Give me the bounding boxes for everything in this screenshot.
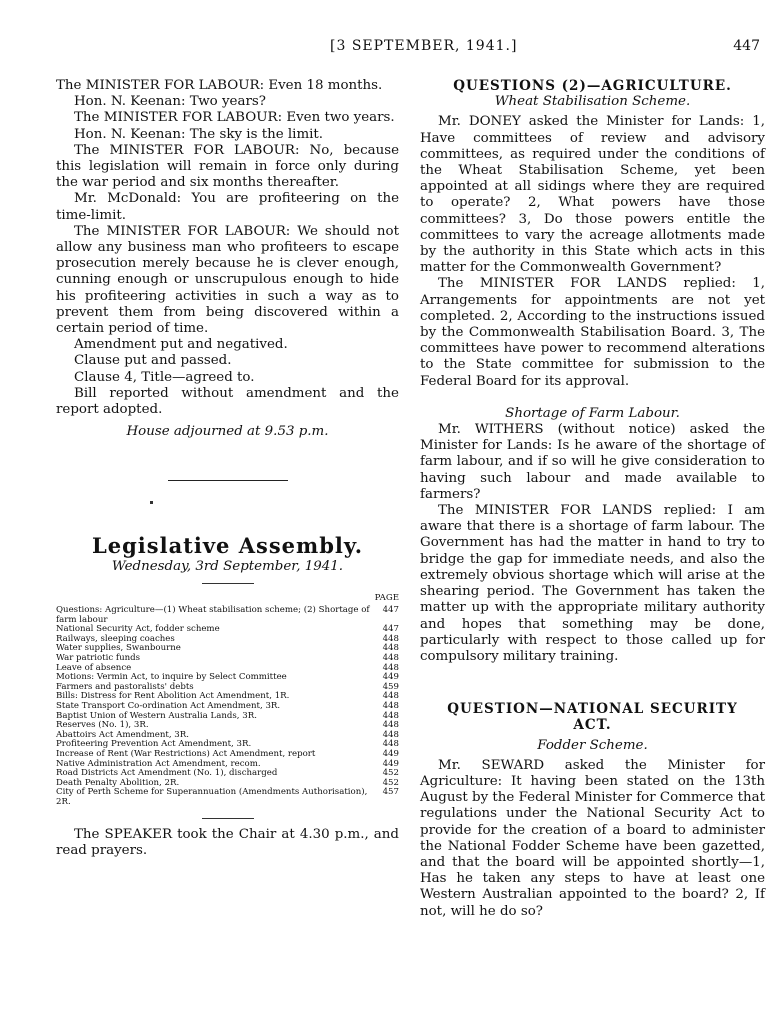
speaker-paragraph: The SPEAKER took the Chair at 4.30 p.m., and read prayers. bbox=[56, 826, 399, 858]
contents-row bbox=[56, 788, 399, 807]
right-column bbox=[420, 78, 765, 920]
contents-page-label: PAGE bbox=[374, 592, 399, 603]
paragraph: The MINISTER FOR LANDS replied: I am aware that there is a shortage of farm labour. The Government has had the matter in hand to try to bridge the gap for immediate needs, and also the extremely obvious shortage which will arise at the shearing period. The Government has taken the matter up with the appropriate military authority and hopes that something may be done, particularly with respect to those called up for compulsory military training. bbox=[420, 503, 765, 664]
contents-page: 448 bbox=[382, 633, 399, 644]
subheading: Shortage of Farm Labour. bbox=[505, 405, 680, 421]
page-number: 447 bbox=[733, 38, 760, 54]
contents-page: 449 bbox=[382, 758, 399, 769]
subheading: Wheat Stabilisation Scheme. bbox=[494, 94, 691, 110]
contents-entry: Death Penalty Abolition, 2R. bbox=[56, 777, 180, 788]
contents-entry: Bills: Distress for Rent Abolition Act Amendment, 1R. bbox=[56, 691, 290, 702]
left-column bbox=[56, 78, 399, 859]
short-rule bbox=[202, 583, 254, 584]
assembly-title: Legislative Assembly. bbox=[91, 533, 364, 559]
contents-row bbox=[56, 606, 399, 625]
contents-table bbox=[56, 606, 399, 807]
contents-entry: City of Perth Scheme for Superannuation (Amendments Authorisation), 2R. bbox=[56, 787, 368, 807]
contents-entry: Farmers and pastoralists' debts bbox=[56, 681, 194, 692]
paragraph: Mr. DONEY asked the Minister for Lands: 1, Have committees of review and advisory committees, as required under the conditions of the Wheat Stabilisation Scheme, yet been appointed at all sidings where they are required to operate? 2, What powers have those committees? 3, Do those powers entitle the committees to vary the acreage allotments made by the authority in this State which acts in this matter for the Commonwealth Government? bbox=[420, 114, 765, 276]
contents-page: 447 bbox=[382, 605, 399, 616]
contents-entry: State Transport Co-ordination Act Amendment, 3R. bbox=[56, 701, 281, 712]
paragraph: Bill reported without amendment and the report adopted. bbox=[56, 385, 399, 418]
contents-entry: Water supplies, Swanbourne bbox=[56, 643, 181, 654]
subheading: Fodder Scheme. bbox=[537, 737, 648, 753]
paragraph: The MINISTER FOR LANDS replied: 1, Arrangements for appointments are not yet completed. 2, According to the instructions issued by the Commonwealth Stabilisation Board. 3, The committees have power to recommend alterations to the State committee for submission to the Federal Board for its approval. bbox=[420, 276, 765, 389]
assembly-date: Wednesday, 3rd September, 1941. bbox=[111, 558, 344, 574]
contents-page: 448 bbox=[382, 701, 399, 712]
contents-page: 448 bbox=[382, 662, 399, 673]
short-rule bbox=[202, 818, 254, 819]
contents-page: 452 bbox=[382, 768, 399, 779]
contents-entry: Leave of absence bbox=[56, 662, 132, 673]
contents-page: 448 bbox=[382, 691, 399, 702]
contents-page: 448 bbox=[382, 729, 399, 740]
contents-page: 449 bbox=[382, 672, 399, 683]
contents-page: 448 bbox=[382, 643, 399, 654]
header-date: [3 SEPTEMBER, 1941.] bbox=[330, 38, 518, 54]
contents-entry: Profiteering Prevention Act Amendment, 3R. bbox=[56, 739, 252, 750]
contents-entry: Motions: Vermin Act, to inquire by Select Committee bbox=[56, 672, 287, 683]
paragraph: The MINISTER FOR LABOUR: We should not allow any business man who profiteers to escape prosecution merely because he is clever enough, cunning enough or unscrupulous enough to hide his profiteering activities in such a way as to prevent them from being discovered within a certain period of time. bbox=[56, 223, 399, 337]
contents-entry: War patriotic funds bbox=[56, 653, 141, 664]
paragraph: Mr. WITHERS (without notice) asked the Minister for Lands: Is he aware of the shortage of farm labour, and if so will he give consideration to having such labour and made available to farmers? bbox=[420, 422, 765, 502]
contents-entry: Baptist Union of Western Australia Lands, 3R. bbox=[56, 710, 257, 721]
contents-page: 457 bbox=[382, 787, 399, 798]
paragraph: Clause put and passed. bbox=[74, 353, 232, 369]
paragraph: Amendment put and negatived. bbox=[74, 337, 288, 353]
contents-entry: Road Districts Act Amendment (No. 1), discharged bbox=[56, 768, 278, 779]
paragraph: The MINISTER FOR LABOUR: No, because this legislation will remain in force only during the war period and six months thereafter. bbox=[56, 142, 399, 191]
contents-entry: National Security Act, fodder scheme bbox=[56, 624, 220, 635]
contents-entry: Reserves (No. 1), 3R. bbox=[56, 720, 149, 731]
paragraph: The MINISTER FOR LABOUR: Even two years. bbox=[74, 110, 395, 126]
paragraph: Hon. N. Keenan: The sky is the limit. bbox=[74, 126, 324, 142]
paragraph: The MINISTER FOR LABOUR: Even 18 months. bbox=[56, 78, 383, 93]
contents-page: 448 bbox=[382, 739, 399, 750]
contents-page: 448 bbox=[382, 720, 399, 731]
contents-entry: Increase of Rent (War Restrictions) Act Amendment, report bbox=[56, 748, 316, 759]
contents-entry: Native Administration Act Amendment, recom. bbox=[56, 758, 261, 769]
section-heading: QUESTION—NATIONAL SECURITY ACT. bbox=[447, 701, 738, 734]
contents-page: 452 bbox=[382, 777, 399, 788]
paragraph: Clause 4, Title—agreed to. bbox=[74, 369, 255, 385]
paragraph: Mr. McDonald: You are profiteering on the time-limit. bbox=[56, 191, 399, 223]
page-header bbox=[0, 38, 770, 60]
paragraph: Mr. SEWARD asked the Minister for Agriculture: It having been stated on the 13th August by the Federal Minister for Commerce that regulations under the National Security Act to provide for the creation of a board to administer the National Fodder Scheme have been gazetted, and that the board will be appointed shortly—1, Has he taken any steps to have at least one Western Australian appointed to the board? 2, If not, will he do so? bbox=[420, 757, 765, 919]
contents-entry: Questions: Agriculture—(1) Wheat stabilisation scheme; (2) Shortage of farm labour bbox=[56, 605, 370, 625]
section-heading: QUESTIONS (2)—AGRICULTURE. bbox=[453, 78, 732, 94]
contents-page: 448 bbox=[382, 653, 399, 664]
contents-entry: Railways, sleeping coaches bbox=[56, 633, 175, 644]
contents-page: 459 bbox=[382, 681, 399, 692]
divider-dot bbox=[150, 501, 153, 504]
contents-entry: Abattoirs Act Amendment, 3R. bbox=[56, 729, 189, 740]
adjourned-line: House adjourned at 9.53 p.m. bbox=[126, 424, 329, 440]
paragraph: Hon. N. Keenan: Two years? bbox=[74, 94, 266, 110]
contents-page: 448 bbox=[382, 710, 399, 721]
contents-page: 449 bbox=[382, 748, 399, 759]
section-divider bbox=[168, 480, 288, 481]
contents-page: 447 bbox=[382, 624, 399, 635]
